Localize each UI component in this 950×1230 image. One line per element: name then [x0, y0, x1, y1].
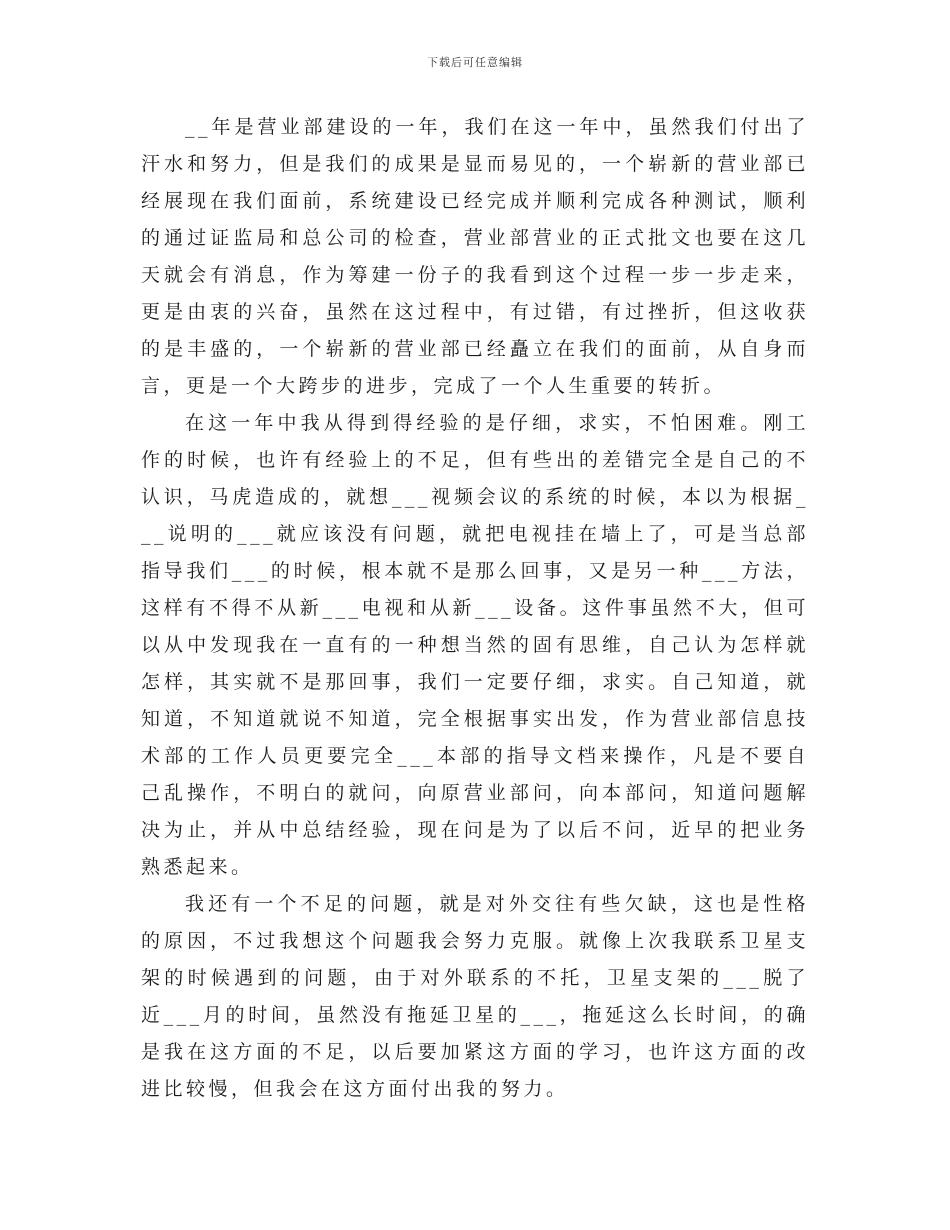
- page-header: 下载后可任意编辑: [427, 56, 523, 69]
- paragraph-1: __年是营业部建设的一年，我们在这一年中，虽然我们付出了汗水和努力，但是我们的成果是显而易见的，一个崭新的营业部已经展现在我们面前，系统建设已经完成并顺利完成各种测试，顺利的通过证监局和总公司的检查，营业部营业的正式批文也要在这几天就会有消息，作为筹建一份子的我看到这个过程一步一步走来，更是由衷的兴奋，虽然在这过程中，有过错，有过挫折，但这收获的是丰盛的，一个崭新的营业部已经矗立在我们的面前，从自身而言，更是一个大跨步的进步，完成了一个人生重要的转折。: [141, 116, 809, 397]
- document-body: [141, 109, 809, 1108]
- paragraph-2: 在这一年中我从得到得经验的是仔细，求实，不怕困难。刚工作的时候，也许有经验上的不足，但有些出的差错完全是自己的不认识，马虎造成的，就想___视频会议的系统的时候，本以为根据___说明的___就应该没有问题，就把电视挂在墙上了，可是当总部指导我们___的时候，根本就不是那么回事，又是另一种___方法，这样有不得不从新___电视和从新___设备。这件事虽然不大，但可以从中发现我在一直有的一种想当然的固有思维，自己认为怎样就怎样，其实就不是那回事，我们一定要仔细，求实。自己知道，就知道，不知道就说不知道，完全根据事实出发，作为营业部信息技术部的工作人员更要完全___本部的指导文档来操作，凡是不要自己乱操作，不明白的就问，向原营业部问，向本部问，知道问题解决为止，并从中总结经验，现在问是为了以后不问，近早的把业务熟悉起来。: [141, 412, 809, 878]
- paragraph-3: 我还有一个不足的问题，就是对外交往有些欠缺，这也是性格的原因，不过我想这个问题我会努力克服。就像上次我联系卫星支架的时候遇到的问题，由于对外联系的不托，卫星支架的___脱了近___月的时间，虽然没有拖延卫星的___，拖延这么长时间，的确是我在这方面的不足，以后要加紧这方面的学习，也许这方面的改进比较慢，但我会在这方面付出我的努力。: [141, 893, 809, 1100]
